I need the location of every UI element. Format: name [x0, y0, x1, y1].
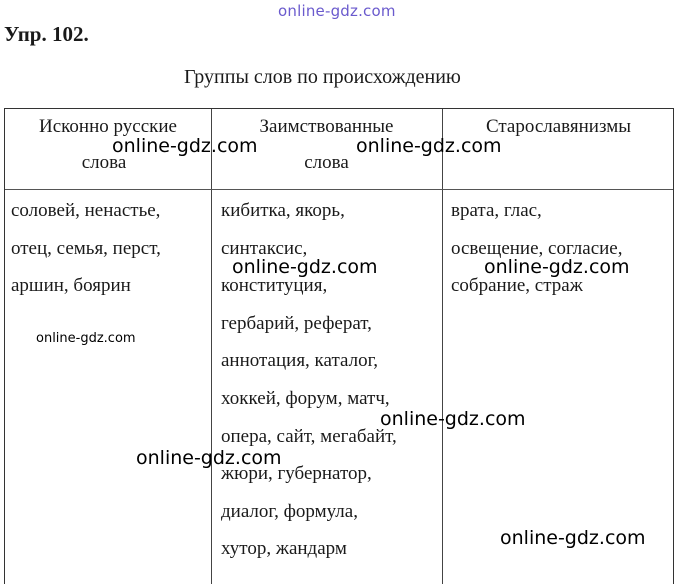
- watermark: online-gdz.com: [36, 331, 136, 346]
- watermark: online-gdz.com: [112, 135, 258, 157]
- list-item: кибитка, якорь,: [221, 200, 345, 221]
- list-item: диалог, формула,: [221, 500, 358, 522]
- list-item: синтаксис,: [221, 237, 308, 259]
- column-divider-2: [442, 109, 443, 584]
- column-borrowed: [221, 192, 397, 568]
- list-item: соловей, ненастье,: [11, 200, 161, 221]
- list-item: конституция,: [221, 275, 328, 297]
- column-native-russian: [11, 192, 161, 305]
- watermark: online-gdz.com: [484, 256, 630, 278]
- header-old-slavonic-line-1: Старославянизмы: [485, 116, 632, 137]
- watermark: online-gdz.com: [232, 256, 378, 278]
- header-native-russian-line-1: Исконно русские: [39, 116, 177, 137]
- list-item: гербарий, реферат,: [221, 312, 372, 334]
- watermark: online-gdz.com: [136, 447, 282, 469]
- watermark: online-gdz.com: [356, 135, 502, 157]
- exercise-number: Упр. 102.: [4, 22, 89, 46]
- header-borrowed-line-2: слова: [304, 152, 349, 173]
- column-old-slavonic: [451, 192, 623, 305]
- table-title: Группы слов по происхождению: [184, 66, 461, 88]
- list-item: врата, глас,: [451, 200, 542, 221]
- site-watermark-top: online-gdz.com: [278, 2, 396, 20]
- header-borrowed-line-1: Заимствованные: [259, 116, 394, 137]
- header-divider: [5, 189, 673, 190]
- list-item: освещение, согласие,: [451, 237, 623, 259]
- list-item: аннотация, каталог,: [221, 350, 378, 372]
- list-item: хоккей, форум, матч,: [221, 387, 390, 409]
- list-item: отец, семья, перст,: [11, 237, 161, 259]
- list-item: хутор, жандарм: [221, 538, 347, 560]
- list-item: опера, сайт, мегабайт,: [221, 425, 397, 447]
- watermark: online-gdz.com: [380, 408, 526, 430]
- list-item: жюри, губернатор,: [221, 463, 372, 485]
- list-item: собрание, страж: [451, 275, 583, 297]
- origin-table: [4, 108, 674, 584]
- watermark: online-gdz.com: [500, 527, 646, 549]
- list-item: аршин, боярин: [11, 275, 131, 297]
- header-native-russian-line-2: слова: [81, 152, 127, 173]
